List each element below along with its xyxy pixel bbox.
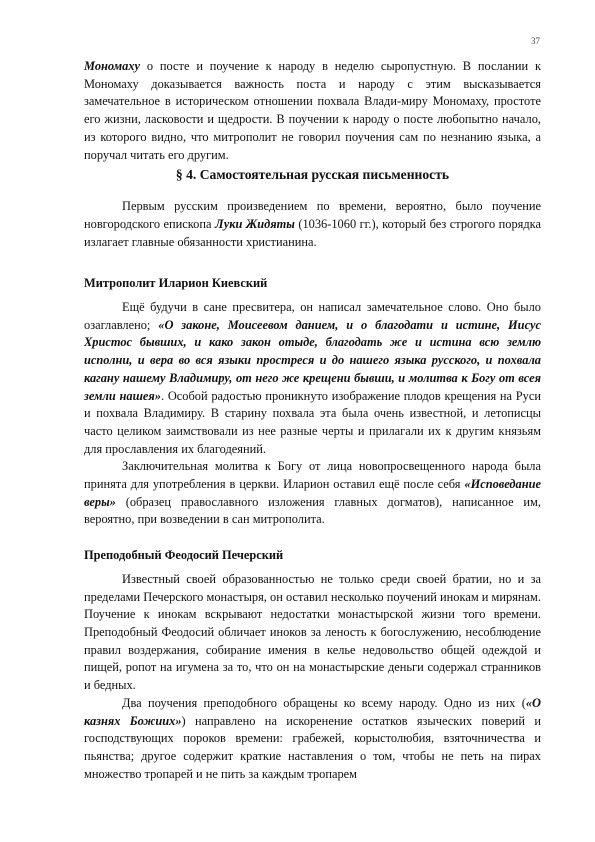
- paragraph-monomakh: [84, 58, 541, 164]
- paragraph-text: Первым русским произведением по времени, вероятно, было поучение новгородского епископа: [84, 199, 541, 231]
- paragraph-text: . Особой радостью проникнуто изображение плодов крещения на Руси и похвала Владимиру. В старину похвала эта была очень известной, и летописцы часто целиком заимствовали из нее разные черты и прилагали их к другим князьям для прославления их благодеяний.: [84, 388, 541, 456]
- paragraph-text: Ещё будучи в сане пресвитера, он написал замечательное слово. Оно было озаглавлено;: [84, 300, 541, 332]
- spacer: [84, 251, 541, 275]
- paragraph-text: Два поучения преподобного обращены ко всему народу. Одно из них (: [122, 695, 526, 710]
- paragraph-text: Заключительная молитва к Богу от лица новопросвещенного народа была принята для употребления в церкви. Иларион оставил ещё после себя: [84, 459, 541, 492]
- paragraph-feodosy-inokam: Известный своей образованностью не только среди своей братии, но и за пределами Печерского монастыря, он оставил несколько поучений инокам и мирянам. Поучение к инокам вскрывают недостатки монастырской жизни того времени. Преподобный Феодосий обличает иноков за леность к богослужению, несоблюдение правил воздержания, собирание имения в келье недовольство общей одеждой и пищей, ропот на игумена за то, что он на монастырские деньги содержал странников и бедных.: [84, 571, 541, 693]
- page-content: [84, 58, 541, 783]
- paragraph-text: о посте и поучение к народу в неделю сыропустную. В послании к Мономаху доказывается важность поста и народу с этим высказывается замечательное в историческом отношении похвала Влади-миру Мономаху, простоте его жизни, ласковости и щедрости. В поучении к народу о посте любопытно начало, из которого видно, что митрополит не говорил поучения сам по незнанию языка, а поручал читать его другим.: [84, 59, 541, 162]
- section-title: § 4. Самостоятельная русская письменность: [175, 167, 450, 183]
- paragraph-ilarion-molitva: [84, 458, 541, 529]
- work-title-ispovedanie: «Исповедание веры»: [84, 477, 541, 509]
- work-title-o-zakone: «О законе, Моисеевом данием, и о благодати и истине, Иисус Христос бывших, и како закон отыде, благодать же и истина всю землю исполни, и вера во вся языки простреся и до нашего языка русского, и похвала кагану нашему Владимиру, от него же крещени бывши, и молитва к Богу от всея земли нашея»: [84, 317, 541, 403]
- paragraph-ilarion-slovo: [84, 299, 541, 458]
- paragraph-text: (1036-1060 гг.), который без строгого порядка излагает главные обязанности христианина.: [84, 216, 541, 249]
- paragraph-text: ) направлено на искоренение остатков языческих поверий и господствующих пороков времени: грабежей, корыстолюбия, взяточничества и пьянства; другое содержит краткие наставления о том, чтобы не петь на пирах множество тропарей и не пить за каждым тропарем: [84, 713, 541, 781]
- person-name-monomakh: Мономаху: [84, 59, 141, 73]
- spacer: [84, 529, 541, 547]
- paragraph-luka-zhidyata: [84, 198, 541, 251]
- heading-feodosy: Преподобный Феодосий Печерский: [84, 548, 284, 563]
- work-title-o-kaznyakh: «О казнях Божиих»: [84, 695, 541, 728]
- paragraph-feodosy-narodu: [84, 695, 541, 784]
- paragraph-text: (образец православного изложения главных догматов), написанное им, вероятно, при возведении в сан митрополита.: [84, 494, 541, 527]
- person-name-luka: Луки Жидяты: [214, 216, 295, 231]
- heading-ilarion: Митрополит Иларион Киевский: [84, 276, 268, 291]
- page-number: 37: [531, 36, 540, 46]
